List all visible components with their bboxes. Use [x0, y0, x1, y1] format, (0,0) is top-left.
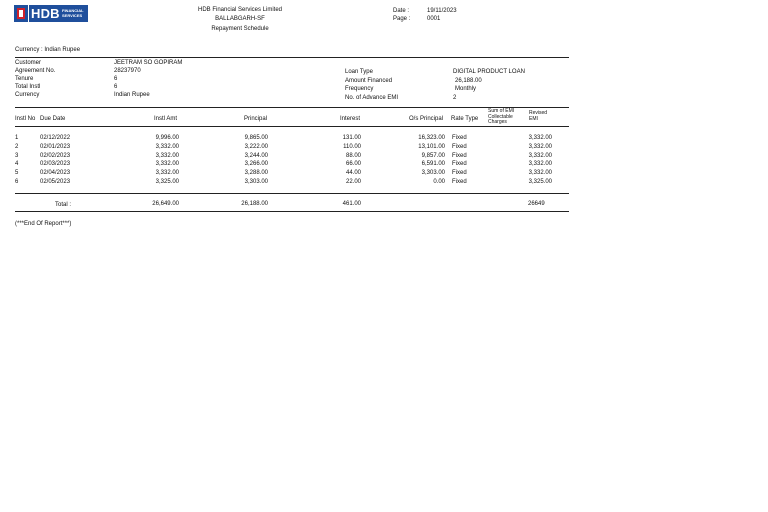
table-row [0, 152, 768, 160]
cell-instl-amt: 3,325.00 [155, 179, 179, 185]
cell-revised-emi: 3,332.00 [528, 170, 552, 176]
cell-principal: 3,222.00 [244, 144, 268, 150]
table-row [0, 160, 768, 168]
col-header-sum-emi: Sum of EMI Collectable Charges [488, 108, 515, 125]
cell-rate-type: Fixed [452, 161, 467, 167]
col-header-revised-emi: Revised EMI [529, 110, 548, 122]
detail-label: Tenure [15, 76, 34, 82]
cell-interest: 66.00 [345, 161, 361, 167]
tenure-value: 6 [114, 76, 118, 82]
table-row [0, 169, 768, 177]
detail-label: Loan Type [345, 69, 373, 75]
col-header-due-date: Due Date [40, 116, 66, 122]
cell-due-date: 02/05/2023 [40, 179, 71, 185]
cell-os-principal: 9,857.00 [421, 153, 445, 159]
col-header-os-principal: O/s Principal [409, 116, 444, 122]
cell-interest: 131.00 [342, 135, 361, 141]
logo-subline-2: SERVICES [62, 13, 83, 18]
detail-label: Amount Financed [345, 78, 393, 84]
detail-label: Currency [15, 92, 40, 98]
page-value: 0001 [427, 16, 441, 22]
logo-subline-1: FINANCIAL [62, 8, 84, 13]
date-label: Date : [393, 8, 410, 14]
cell-instl-amt: 9,996.00 [155, 135, 179, 141]
cell-no: 5 [15, 170, 19, 176]
divider [15, 57, 569, 58]
cell-interest: 44.00 [345, 170, 361, 176]
advance-emi-value: 2 [453, 95, 457, 101]
cell-rate-type: Fixed [452, 153, 467, 159]
page-label: Page : [393, 16, 411, 22]
cell-revised-emi: 3,332.00 [528, 153, 552, 159]
cell-revised-emi: 3,332.00 [528, 135, 552, 141]
cell-no: 2 [15, 144, 19, 150]
cell-instl-amt: 3,332.00 [155, 153, 179, 159]
cell-interest: 22.00 [345, 179, 361, 185]
col-header-interest: Interest [340, 116, 361, 122]
cell-instl-amt: 3,332.00 [155, 161, 179, 167]
detail-label: Customer [15, 60, 42, 66]
cell-os-principal: 16,323.00 [418, 135, 445, 141]
divider [15, 126, 569, 127]
col-header-instl-no: Instl No [15, 116, 36, 122]
cell-principal: 3,288.00 [244, 170, 268, 176]
cell-no: 4 [15, 161, 19, 167]
frequency-value: Monthly [455, 86, 477, 92]
detail-label: No. of Advance EMI [345, 95, 399, 101]
cell-due-date: 02/01/2023 [40, 144, 71, 150]
total-interest: 461.00 [342, 201, 361, 207]
divider [15, 107, 569, 108]
currency-value: Indian Rupee [114, 92, 150, 98]
cell-os-principal: 6,591.00 [421, 161, 445, 167]
col-header-principal: Principal [244, 116, 268, 122]
divider [15, 193, 569, 194]
cell-interest: 88.00 [345, 153, 361, 159]
loan-type-value: DIGITAL PRODUCT LOAN [453, 69, 525, 75]
company-logo [14, 5, 88, 22]
cell-due-date: 02/04/2023 [40, 170, 71, 176]
table-row [0, 178, 768, 186]
cell-due-date: 02/02/2023 [40, 153, 71, 159]
cell-os-principal: 3,303.00 [421, 170, 445, 176]
logo-mark-icon [14, 5, 28, 22]
currency-line: Currency : Indian Rupee [15, 47, 81, 53]
table-row [0, 134, 768, 142]
cell-revised-emi: 3,332.00 [528, 161, 552, 167]
cell-rate-type: Fixed [452, 179, 467, 185]
cell-os-principal: 13,101.00 [418, 144, 445, 150]
cell-due-date: 02/12/2022 [40, 135, 71, 141]
detail-label: Total Instl [15, 84, 41, 90]
total-principal: 26,188.00 [241, 201, 268, 207]
cell-due-date: 02/03/2023 [40, 161, 71, 167]
end-of-report: (***End Of Report***) [15, 221, 72, 227]
divider [15, 211, 569, 212]
date-value: 19/11/2023 [427, 8, 457, 14]
cell-instl-amt: 3,332.00 [155, 170, 179, 176]
table-row [0, 143, 768, 151]
cell-interest: 110.00 [343, 144, 361, 150]
cell-no: 1 [15, 135, 19, 141]
cell-revised-emi: 3,332.00 [528, 144, 552, 150]
branch-name: BALLABGARH-SF [215, 16, 265, 22]
cell-principal: 3,266.00 [244, 161, 268, 167]
col-header-rate-type: Rate Type [451, 116, 479, 122]
detail-label: Agreement No. [15, 68, 56, 74]
cell-os-principal: 0.00 [433, 179, 445, 185]
cell-instl-amt: 3,332.00 [155, 144, 179, 150]
agreement-value: 28237970 [114, 68, 141, 74]
company-name: HDB Financial Services Limited [197, 7, 283, 13]
total-label: Total : [55, 202, 72, 208]
cell-no: 3 [15, 153, 19, 159]
cell-rate-type: Fixed [452, 135, 467, 141]
col-header-instl-amt: Instl Amt [154, 116, 178, 122]
cell-principal: 3,244.00 [244, 153, 268, 159]
total-revised-emi: 26649 [528, 201, 545, 207]
cell-rate-type: Fixed [452, 170, 467, 176]
cell-rate-type: Fixed [452, 144, 467, 150]
total-instl-amt: 26,649.00 [152, 201, 179, 207]
cell-principal: 3,303.00 [244, 179, 268, 185]
cell-no: 6 [15, 179, 19, 185]
cell-principal: 9,865.00 [244, 135, 268, 141]
detail-label: Frequency [345, 86, 374, 92]
total-instl-value: 6 [114, 84, 118, 90]
cell-revised-emi: 3,325.00 [528, 179, 552, 185]
logo-brand: HDB [31, 6, 60, 21]
report-title: Repayment Schedule [211, 26, 269, 32]
amount-financed-value: 26,188.00 [455, 78, 482, 84]
customer-value: JEETRAM SO GOPIRAM [114, 60, 183, 66]
